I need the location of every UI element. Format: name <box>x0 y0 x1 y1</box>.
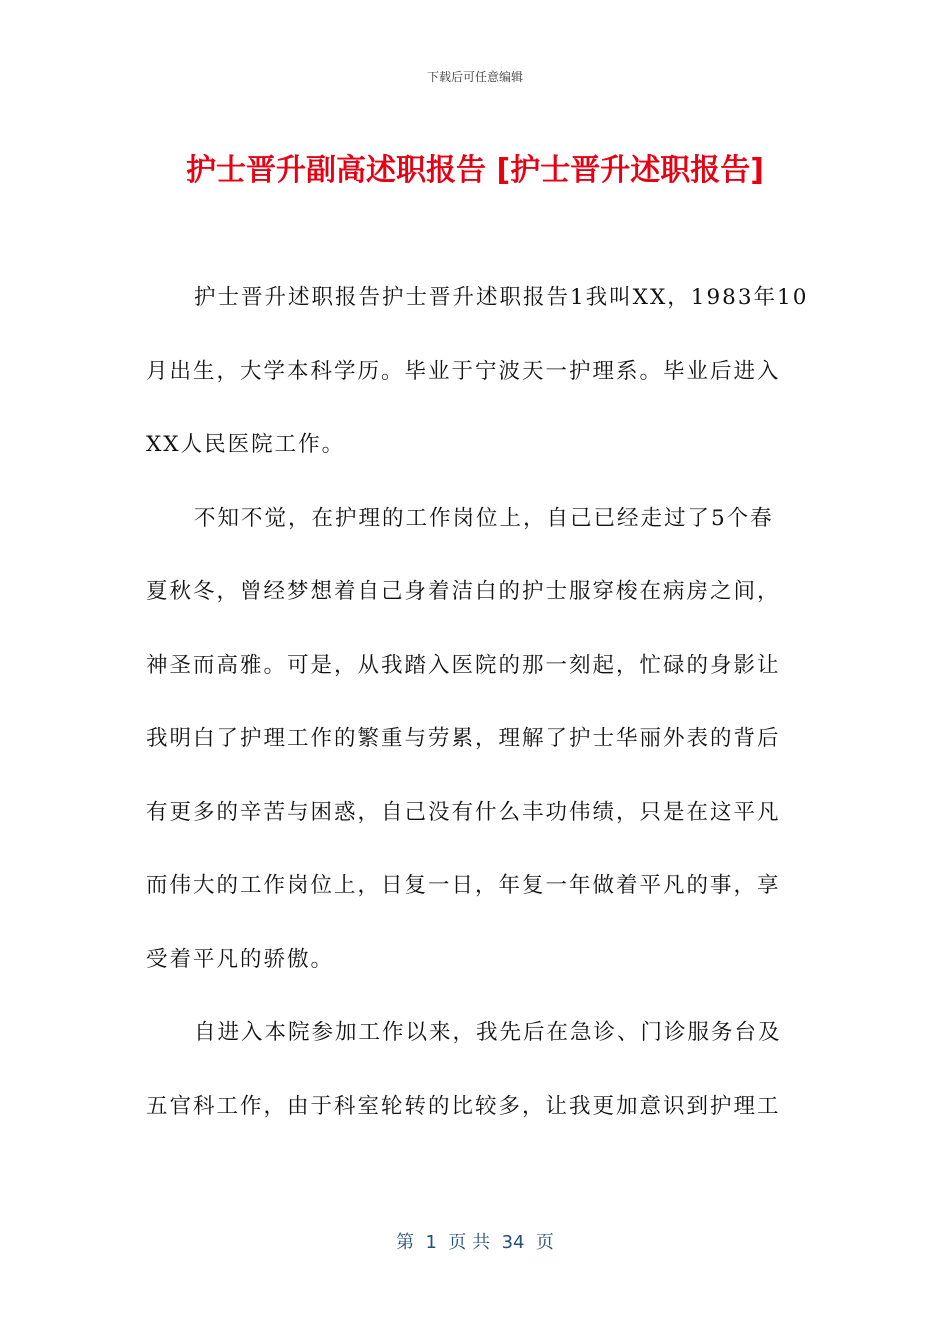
page-footer: 第 1 页 共 34 页 <box>396 1232 554 1253</box>
body-line: 神圣而高雅。可是，从我踏入医院的那一刻起，忙碌的身影让 <box>146 652 781 678</box>
body-line: 受着平凡的骄傲。 <box>146 946 335 972</box>
header-note: 下载后可任意编辑 <box>426 70 523 84</box>
body-line: 有更多的辛苦与困惑，自己没有什么丰功伟绩，只是在这平凡 <box>146 799 781 825</box>
body-line: 我明白了护理工作的繁重与劳累，理解了护士华丽外表的背后 <box>146 726 781 751</box>
body-line: 月出生，大学本科学历。毕业于宁波天一护理系。毕业后进入 <box>146 358 781 384</box>
document-title: 护士晋升副高述职报告 [护士晋升述职报告] <box>186 153 764 188</box>
body-line: 自进入本院参加工作以来，我先后在急诊、门诊服务台及 <box>194 1020 782 1045</box>
body-line: 五官科工作，由于科室轮转的比较多，让我更加意识到护理工 <box>146 1093 781 1119</box>
body-line: 护士晋升述职报告护士晋升述职报告1我叫XX，1983年10 <box>194 285 809 310</box>
body-line: 而伟大的工作岗位上，日复一日，年复一年做着平凡的事，享 <box>146 873 781 898</box>
document-body <box>146 278 809 1160</box>
body-line: XX人民医院工作。 <box>146 432 346 457</box>
body-line: 不知不觉，在护理的工作岗位上，自己已经走过了5个春 <box>194 505 774 531</box>
body-line: 夏秋冬，曾经梦想着自己身着洁白的护士服穿梭在病房之间， <box>146 579 781 604</box>
